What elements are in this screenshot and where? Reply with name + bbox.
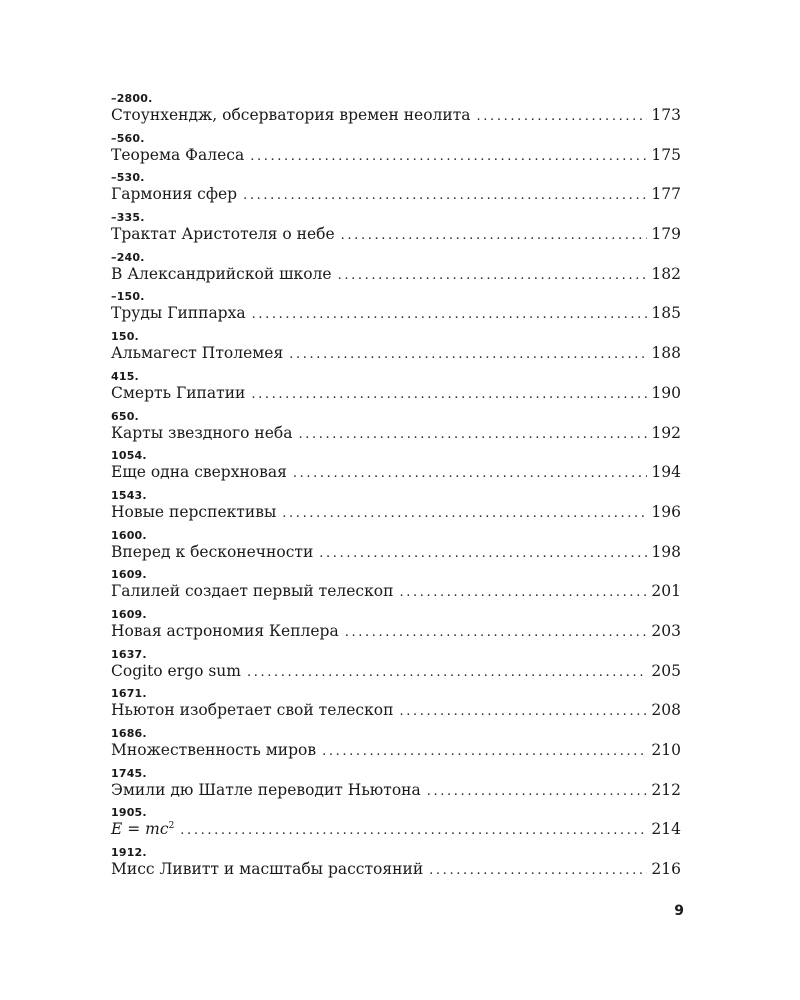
dot-leader bbox=[298, 425, 647, 445]
toc-entry bbox=[111, 767, 681, 807]
toc-entry bbox=[111, 449, 681, 489]
toc-line bbox=[111, 700, 681, 722]
toc-line bbox=[111, 819, 681, 841]
toc-page-number: 179 bbox=[651, 225, 681, 244]
dot-leader bbox=[180, 821, 647, 841]
dot-leader bbox=[399, 702, 647, 722]
dot-leader bbox=[247, 663, 647, 683]
dot-leader bbox=[338, 266, 647, 286]
dot-leader bbox=[319, 544, 647, 564]
toc-year: 1543. bbox=[111, 488, 147, 502]
toc-page-number: 203 bbox=[651, 621, 681, 640]
toc-entry bbox=[111, 608, 681, 648]
toc-year: –560. bbox=[111, 131, 145, 145]
toc-page-number: 201 bbox=[651, 582, 681, 601]
toc-entry bbox=[111, 171, 681, 211]
toc-line bbox=[111, 740, 681, 762]
toc-line bbox=[111, 343, 681, 365]
toc-entry bbox=[111, 410, 681, 450]
toc-title: Стоунхендж, обсерватория времен неолита bbox=[111, 106, 471, 124]
toc-entry bbox=[111, 846, 681, 886]
dot-leader bbox=[429, 861, 647, 881]
toc-entry bbox=[111, 211, 681, 251]
toc-line bbox=[111, 303, 681, 325]
toc-page-number: 173 bbox=[651, 106, 681, 124]
page-number: 9 bbox=[674, 903, 684, 919]
toc-page-number: 208 bbox=[651, 701, 681, 720]
toc-page-number: 212 bbox=[651, 780, 681, 799]
toc-year: 1905. bbox=[111, 806, 147, 820]
toc-year: 415. bbox=[111, 369, 139, 383]
toc-title: Смерть Гипатии bbox=[111, 383, 246, 402]
toc-page-number: 214 bbox=[651, 820, 681, 839]
toc-title: Вперед к бесконечности bbox=[111, 542, 314, 561]
toc-page-number: 182 bbox=[651, 264, 681, 283]
toc-line bbox=[111, 423, 681, 445]
table-of-contents bbox=[111, 92, 681, 886]
toc-page-number: 210 bbox=[651, 741, 681, 759]
toc-page-number: 190 bbox=[651, 383, 681, 402]
toc-entry bbox=[111, 132, 681, 172]
toc-line bbox=[111, 502, 681, 524]
toc-line bbox=[111, 224, 681, 246]
toc-line bbox=[111, 859, 681, 881]
toc-line bbox=[111, 780, 681, 802]
toc-title: Множественность миров bbox=[111, 741, 317, 759]
toc-entry bbox=[111, 370, 681, 410]
toc-entry bbox=[111, 727, 681, 767]
toc-line bbox=[111, 184, 681, 206]
toc-page-number: 185 bbox=[651, 304, 681, 323]
dot-leader bbox=[477, 107, 647, 127]
toc-page-number: 192 bbox=[651, 423, 681, 442]
toc-entry bbox=[111, 290, 681, 330]
toc-page-number: 175 bbox=[651, 145, 681, 164]
toc-year: –2800. bbox=[111, 92, 153, 105]
toc-title: В Александрийской школе bbox=[111, 264, 332, 283]
dot-leader bbox=[250, 147, 647, 167]
toc-title: Трактат Аристотеля о небе bbox=[111, 225, 335, 244]
toc-entry bbox=[111, 806, 681, 846]
toc-line bbox=[111, 264, 681, 286]
toc-year: 650. bbox=[111, 409, 139, 423]
toc-entry bbox=[111, 529, 681, 569]
toc-title: Карты звездного неба bbox=[111, 423, 293, 442]
dot-leader bbox=[345, 623, 647, 643]
toc-line bbox=[111, 145, 681, 167]
dot-leader bbox=[322, 742, 647, 762]
toc-page-number: 198 bbox=[651, 542, 681, 561]
toc-entry bbox=[111, 568, 681, 608]
toc-title: Еще одна сверхновая bbox=[111, 463, 287, 482]
toc-page-number: 194 bbox=[651, 463, 681, 482]
toc-page-number: 216 bbox=[651, 860, 681, 879]
toc-entry bbox=[111, 251, 681, 291]
dot-leader bbox=[282, 504, 647, 524]
toc-entry bbox=[111, 489, 681, 529]
formula-variable-e: E bbox=[111, 820, 123, 839]
toc-year: 1745. bbox=[111, 766, 147, 780]
toc-page-number: 205 bbox=[651, 661, 681, 680]
toc-year: 1671. bbox=[111, 687, 147, 701]
toc-title: Галилей создает первый телескоп bbox=[111, 582, 394, 601]
toc-page-number: 196 bbox=[651, 502, 681, 521]
toc-year: 1609. bbox=[111, 568, 147, 582]
toc-line bbox=[111, 462, 681, 484]
toc-year: 150. bbox=[111, 330, 139, 344]
toc-line bbox=[111, 105, 681, 127]
toc-entry bbox=[111, 92, 681, 132]
formula-equals: = bbox=[122, 820, 146, 839]
toc-line bbox=[111, 661, 681, 683]
toc-title: Ньютон изобретает свой телескоп bbox=[111, 701, 394, 720]
toc-title: Новая астрономия Кеплера bbox=[111, 621, 339, 640]
toc-title-formula bbox=[111, 819, 180, 839]
dot-leader bbox=[293, 464, 647, 484]
dot-leader bbox=[251, 385, 647, 405]
toc-year: –335. bbox=[111, 211, 145, 225]
toc-year: 1609. bbox=[111, 607, 147, 621]
dot-leader bbox=[341, 226, 647, 246]
toc-title: Новые перспективы bbox=[111, 502, 277, 521]
toc-line bbox=[111, 542, 681, 564]
formula-exponent: 2 bbox=[168, 821, 175, 832]
toc-title: Альмагест Птолемея bbox=[111, 344, 284, 363]
toc-page-number: 188 bbox=[651, 344, 681, 363]
toc-year: 1912. bbox=[111, 846, 147, 860]
dot-leader bbox=[252, 305, 647, 325]
toc-title: Cogito ergo sum bbox=[111, 661, 241, 680]
toc-year: 1686. bbox=[111, 727, 147, 740]
toc-title: Труды Гиппарха bbox=[111, 304, 246, 323]
toc-page-number: 177 bbox=[651, 185, 681, 204]
toc-line bbox=[111, 581, 681, 603]
toc-title: Эмили дю Шатле переводит Ньютона bbox=[111, 780, 421, 799]
dot-leader bbox=[427, 782, 647, 802]
toc-line bbox=[111, 621, 681, 643]
toc-title: Мисс Ливитт и масштабы расстояний bbox=[111, 860, 424, 879]
toc-year: –240. bbox=[111, 250, 145, 264]
toc-year: –530. bbox=[111, 171, 145, 185]
dot-leader bbox=[243, 186, 647, 206]
toc-entry bbox=[111, 648, 681, 688]
toc-title: Гармония сфер bbox=[111, 185, 238, 204]
dot-leader bbox=[399, 583, 647, 603]
toc-entry bbox=[111, 330, 681, 370]
toc-line bbox=[111, 383, 681, 405]
toc-entry bbox=[111, 687, 681, 727]
dot-leader bbox=[289, 345, 647, 365]
toc-year: 1637. bbox=[111, 647, 147, 661]
formula-variable-mc: mc bbox=[145, 820, 169, 839]
toc-year: –150. bbox=[111, 290, 145, 304]
toc-year: 1600. bbox=[111, 528, 147, 542]
toc-title: Теорема Фалеса bbox=[111, 145, 245, 164]
toc-year: 1054. bbox=[111, 449, 147, 463]
